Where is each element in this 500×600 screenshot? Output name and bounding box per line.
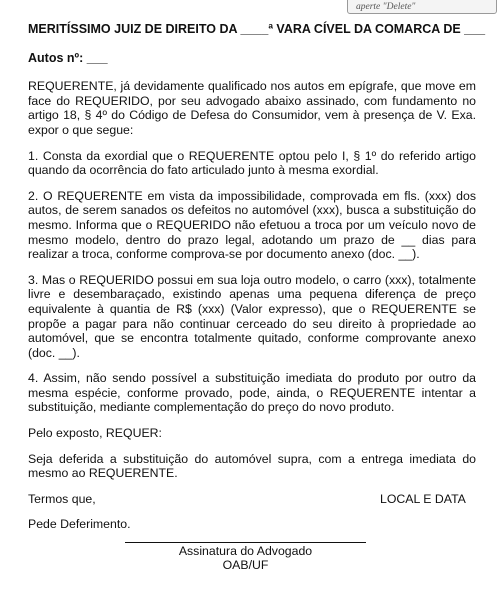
tooltip-line-2: aperte "Delete" bbox=[356, 2, 416, 12]
tooltip-line-1 bbox=[356, 0, 458, 1]
termos-que: Termos que, bbox=[28, 491, 96, 506]
paragraph-2: 2. O REQUERENTE em vista da impossibilidade, comprovada em fls. (xxx) dos autos, de serem sanados os defeitos no automóvel (xxx), busca a substituição do mesmo. Informa que o REQUERIDO não efetuou a troca por um veículo novo de mesmo modelo, dentro do prazo legal, adotando um prazo de __ dias para realizar a troca, conforme comprova-se por documento anexo (doc. __). bbox=[28, 188, 476, 262]
autos-number: Autos nº: ___ bbox=[28, 50, 108, 65]
paragraph-1: 1. Consta da exordial que o REQUERENTE optou pelo I, § 1º do referido artigo quando da ocorrência do fato articulado junto à mesma exordial. bbox=[28, 148, 476, 178]
petition-document bbox=[28, 22, 486, 543]
pede-deferimento: Pede Deferimento. bbox=[28, 517, 131, 532]
delete-hint-tooltip bbox=[347, 0, 497, 14]
request-paragraph: Seja deferida a substituição do automóvel supra, com a entrega imediata do mesmo ao REQUERENTE. bbox=[28, 451, 476, 481]
document-title: MERITÍSSIMO JUIZ DE DIREITO DA ____ª VARA CÍVEL DA COMARCA DE ___ bbox=[28, 22, 486, 36]
pelo-exposto-heading: Pelo exposto, REQUER: bbox=[28, 426, 162, 441]
local-and-date: LOCAL E DATA bbox=[380, 492, 466, 506]
signature-line bbox=[125, 542, 366, 543]
paragraph-3: 3. Mas o REQUERIDO possui em sua loja outro modelo, o carro (xxx), totalmente livre e desembaraçado, existindo apenas uma pequena diferença de preço equivalente à quantia de R$ (xxx) (Valor expresso), que o REQUERENTE se propõe a pagar para não continuar cerceado do seu direito à propriedade ao automóvel, que se encontra totalmente quitado, conforme comprovante anexo (doc. __). bbox=[28, 272, 476, 360]
intro-paragraph: REQUERENTE, já devidamente qualificado nos autos em epígrafe, que move em face do REQUERIDO, por seu advogado abaixo assinado, com fundamento no artigo 18, § 4º do Código de Defesa do Consumidor, vem à presença de V. Exa. expor o que segue: bbox=[28, 79, 476, 137]
signature-label: Assinatura do Advogado bbox=[178, 544, 313, 558]
paragraph-4: 4. Assim, não sendo possível a substituição imediata do produto por outro da mesma espécie, conforme provado, pode, ainda, o REQUERENTE intentar a substituição, mediante complementação do preço do novo produto. bbox=[28, 371, 476, 415]
oab-label: OAB/UF bbox=[222, 558, 269, 572]
